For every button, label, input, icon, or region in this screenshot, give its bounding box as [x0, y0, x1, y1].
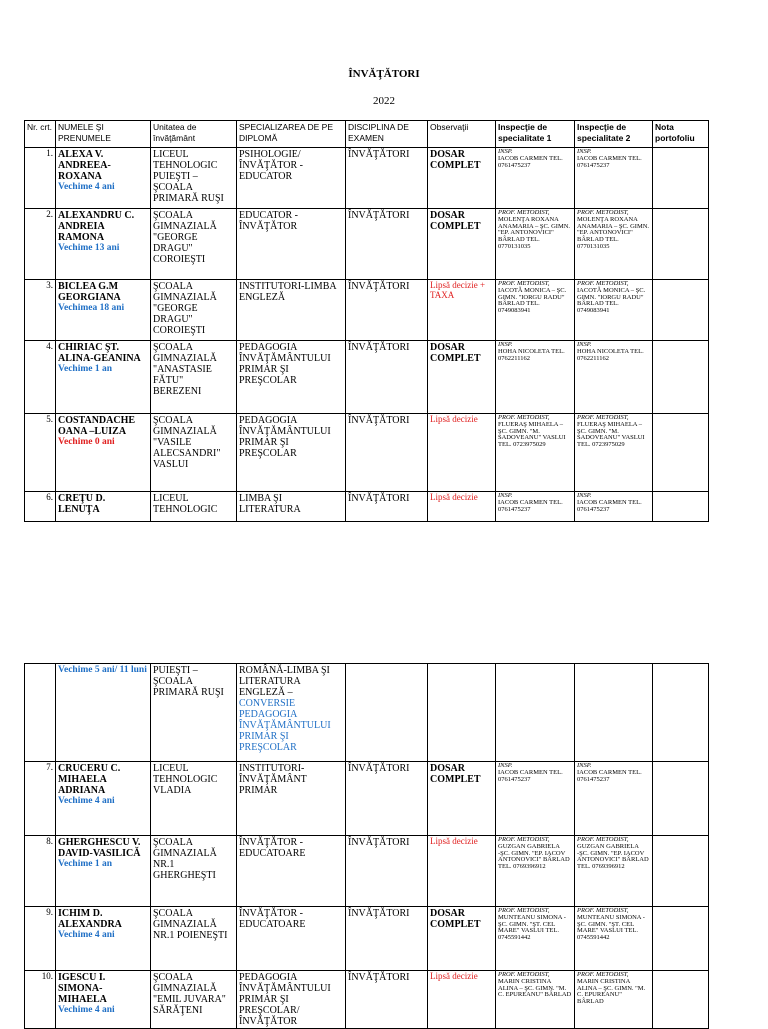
- cell-obs: DOSAR COMPLET: [428, 341, 496, 414]
- cell-disc: [346, 664, 428, 762]
- cell-unit: ŞCOALA GIMNAZIALĂ "EMIL JUVARA" SĂRĂŢENI: [151, 971, 237, 1029]
- table-row-continued: [25, 664, 709, 762]
- header-insp1: Inspecţie de specialitate 1: [496, 121, 575, 148]
- cell-disc: ÎNVĂŢĂTORI: [346, 492, 428, 522]
- insp2-role: INSP.: [577, 148, 592, 155]
- vechime-text: Vechime 5 ani/ 11 luni: [58, 665, 147, 675]
- insp1-text: HOHA NICOLETA TEL. 0762211162: [498, 347, 565, 362]
- vechime-text: Vechime 0 ani: [58, 437, 115, 447]
- candidate-name: ALEXANDRU C. ANDREIA RAMONA: [58, 210, 135, 243]
- candidate-name: ICHIM D. ALEXANDRA: [58, 908, 122, 930]
- cell-obs: Lipsă decizie + TAXA: [428, 280, 496, 341]
- table-row: [25, 209, 709, 280]
- cell-nr: 2.: [25, 209, 56, 280]
- candidate-name: IGESCU I. SIMONA-MIHAELA: [58, 972, 107, 1005]
- insp1-role: PROF. METODIST,: [498, 836, 550, 843]
- cell-nr: 8.: [25, 836, 56, 907]
- cell-insp1: [496, 148, 575, 209]
- table-row: [25, 762, 709, 836]
- cell-disc: ÎNVĂŢĂTORI: [346, 762, 428, 836]
- cell-insp1: [496, 664, 575, 762]
- insp1-role: INSP.: [498, 762, 513, 769]
- insp2-role: INSP.: [577, 341, 592, 348]
- cell-unit: ŞCOALA GIMNAZIALĂ "ANASTASIE FĂTU" BEREZENI: [151, 341, 237, 414]
- cell-insp2: [575, 148, 653, 209]
- cell-insp2: [575, 907, 653, 971]
- cell-name: [56, 762, 151, 836]
- cell-disc: ÎNVĂŢĂTORI: [346, 280, 428, 341]
- insp1-role: PROF. METODIST,: [498, 280, 550, 287]
- cell-obs: Lipsă decizie: [428, 971, 496, 1029]
- cell-nota: [653, 280, 709, 341]
- cell-obs: Lipsă decizie: [428, 492, 496, 522]
- cell-spec: PEDAGOGIA ÎNVĂŢĂMÂNTULUI PRIMAR ŞI PREŞCOLAR: [237, 414, 346, 492]
- cell-nr: 1.: [25, 148, 56, 209]
- cell-insp2: [575, 492, 653, 522]
- cell-unit: ŞCOALA GIMNAZIALĂ "GEORGE DRAGU" COROIEŞTI: [151, 209, 237, 280]
- cell-name: [56, 664, 151, 762]
- cell-nr: [25, 664, 56, 762]
- cell-insp1: [496, 209, 575, 280]
- header-spec: SPECIALIZAREA DE PE DIPLOMĂ: [237, 121, 346, 148]
- cell-nr: 7.: [25, 762, 56, 836]
- cell-insp1: [496, 414, 575, 492]
- cell-insp1: [496, 971, 575, 1029]
- insp1-role: PROF. METODIST,: [498, 209, 550, 216]
- cell-nr: 4.: [25, 341, 56, 414]
- insp2-role: PROF. METODIST,: [577, 280, 629, 287]
- cell-unit: ŞCOALA GIMNAZIALĂ NR.1 GHERGHEŞTI: [151, 836, 237, 907]
- header-disc: DISCIPLINA DE EXAMEN: [346, 121, 428, 148]
- insp2-role: PROF. METODIST,: [577, 907, 629, 914]
- cell-name: [56, 907, 151, 971]
- insp2-role: INSP.: [577, 492, 592, 499]
- insp2-role: PROF. METODIST,: [577, 414, 629, 421]
- insp1-text: IACOB CARMEN TEL. 0761475237: [498, 154, 563, 169]
- vechime-text: Vechime 4 ani: [58, 1005, 115, 1015]
- cell-insp1: [496, 280, 575, 341]
- cell-name: [56, 414, 151, 492]
- insp2-role: INSP.: [577, 762, 592, 769]
- cell-name: [56, 209, 151, 280]
- cell-insp1: [496, 836, 575, 907]
- cell-insp1: [496, 907, 575, 971]
- header-nota: Nota portofoliu: [653, 121, 709, 148]
- cell-unit: ŞCOALA GIMNAZIALĂ "GEORGE DRAGU" COROIEŞTI: [151, 280, 237, 341]
- insp1-text: FLUERAŞ MIHAELA – ŞC. GIMN. "M. SADOVEANU" VASLUI TEL. 0723975029: [498, 420, 566, 449]
- insp2-role: PROF. METODIST,: [577, 971, 629, 978]
- cell-unit: PUIEŞTI – ŞCOALA PRIMARĂ RUŞI: [151, 664, 237, 762]
- vechime-text: Vechime 1 an: [58, 364, 113, 374]
- cell-insp2: [575, 836, 653, 907]
- cell-unit: LICEUL TEHNOLOGIC: [151, 492, 237, 522]
- table-row: [25, 280, 709, 341]
- candidates-table-page-1: [24, 120, 709, 522]
- header-insp2: Inspecţie de specialitate 2: [575, 121, 653, 148]
- insp1-text: MOLENŢA ROXANA ANAMARIA – ŞC. GIMN. "EP. ANTONOVICI" BÂRLAD TEL. 0770131035: [498, 215, 571, 251]
- cell-nr: 5.: [25, 414, 56, 492]
- insp2-text: GUZGAN GABRIELA -ŞC. GIMN. "EP. IACOV ANTONOVICI" BÂRLAD TEL. 0769396912: [577, 842, 649, 871]
- cell-spec: INSTITUTORI-LIMBA ENGLEZĂ: [237, 280, 346, 341]
- insp2-role: PROF. METODIST,: [577, 209, 629, 216]
- cell-nota: [653, 836, 709, 907]
- cell-nota: [653, 148, 709, 209]
- insp2-text: FLUERAŞ MIHAELA – ŞC. GIMN. "M. SADOVEANU" VASLUI TEL. 0723975029: [577, 420, 645, 449]
- insp2-text: IACOB CARMEN TEL. 0761475237: [577, 498, 642, 513]
- cell-insp2: [575, 664, 653, 762]
- table-row: [25, 971, 709, 1029]
- cell-nota: [653, 209, 709, 280]
- cell-insp2: [575, 762, 653, 836]
- insp1-role: PROF. METODIST,: [498, 907, 550, 914]
- insp2-text: MUNTEANU SIMONA - ŞC. GIMN. "ŞT. CEL MARE" VASLUI TEL. 0745591442: [577, 913, 645, 942]
- candidate-name: BICLEA G.M GEORGIANA: [58, 281, 121, 303]
- cell-disc: ÎNVĂŢĂTORI: [346, 341, 428, 414]
- candidate-name: COSTANDACHE OANA –LUIZA: [58, 415, 136, 437]
- cell-spec: PSIHOLOGIE/ ÎNVĂŢĂTOR - EDUCATOR: [237, 148, 346, 209]
- cell-insp1: [496, 341, 575, 414]
- table-row: [25, 341, 709, 414]
- insp1-role: PROF. METODIST,: [498, 414, 550, 421]
- vechime-text: Vechime 13 ani: [58, 243, 120, 253]
- cell-obs: DOSAR COMPLET: [428, 762, 496, 836]
- insp1-text: IACOTĂ MONICA – ŞC. GIMN. "IORGU RADU" BÂRLAD TEL. 0749083941: [498, 286, 567, 315]
- insp1-text: GUZGAN GABRIELA -ŞC. GIMN. "EP. IACOV ANTONOVICI" BÂRLAD TEL. 0769396912: [498, 842, 570, 871]
- cell-spec: ÎNVĂŢĂTOR - EDUCATOARE: [237, 836, 346, 907]
- cell-nota: [653, 971, 709, 1029]
- cell-unit: LICEUL TEHNOLOGIC PUIEŞTI – ŞCOALA PRIMARĂ RUŞI: [151, 148, 237, 209]
- insp1-text: IACOB CARMEN TEL. 0761475237: [498, 768, 563, 783]
- header-obs: Observaţii: [428, 121, 496, 148]
- insp1-text: MUNTEANU SIMONA - ŞC. GIMN. "ŞT. CEL MARE" VASLUI TEL. 0745591442: [498, 913, 566, 942]
- cell-obs: Lipsă decizie: [428, 414, 496, 492]
- page-title: ÎNVĂŢĂTORI: [348, 68, 420, 80]
- header-nr: Nr. crt.: [25, 121, 56, 148]
- cell-unit: ŞCOALA GIMNAZIALĂ NR.1 POIENEŞTI: [151, 907, 237, 971]
- page-year: 2022: [373, 95, 395, 107]
- cell-unit: ŞCOALA GIMNAZIALĂ "VASILE ALECSANDRI" VASLUI: [151, 414, 237, 492]
- table-row: [25, 836, 709, 907]
- insp2-role: PROF. METODIST,: [577, 836, 629, 843]
- cell-obs: [428, 664, 496, 762]
- vechime-text: Vechime 4 ani: [58, 182, 115, 192]
- cell-insp2: [575, 341, 653, 414]
- cell-obs: DOSAR COMPLET: [428, 209, 496, 280]
- cell-insp2: [575, 209, 653, 280]
- insp2-text: MOLENŢA ROXANA ANAMARIA – ŞC. GIMN. "EP. ANTONOVICI" BÂRLAD TEL. 0770131035: [577, 215, 650, 251]
- vechime-text: Vechime 4 ani: [58, 930, 115, 940]
- cell-spec: [237, 664, 346, 762]
- cell-disc: ÎNVĂŢĂTORI: [346, 148, 428, 209]
- vechime-text: Vechime 4 ani: [58, 796, 115, 806]
- cell-spec: PEDAGOGIA ÎNVĂŢĂMÂNTULUI PRIMAR ŞI PREŞCOLAR: [237, 341, 346, 414]
- cell-name: [56, 492, 151, 522]
- cell-nr: 3.: [25, 280, 56, 341]
- cell-obs: DOSAR COMPLET: [428, 907, 496, 971]
- insp1-role: INSP.: [498, 341, 513, 348]
- candidate-name: CRUCERU C. MIHAELA ADRIANA: [58, 763, 121, 796]
- cell-name: [56, 341, 151, 414]
- cell-insp1: [496, 762, 575, 836]
- insp1-text: IACOB CARMEN TEL. 0761475237: [498, 498, 563, 513]
- cell-name: [56, 836, 151, 907]
- cell-nr: 10.: [25, 971, 56, 1029]
- cell-disc: ÎNVĂŢĂTORI: [346, 209, 428, 280]
- cell-nota: [653, 492, 709, 522]
- vechime-text: Vechime 1 an: [58, 859, 113, 869]
- cell-disc: ÎNVĂŢĂTORI: [346, 907, 428, 971]
- header-name: NUMELE ŞI PRENUMELE: [56, 121, 151, 148]
- cell-nr: 9.: [25, 907, 56, 971]
- insp2-text: IACOTĂ MONICA – ŞC. GIMN. "IORGU RADU" BÂRLAD TEL. 0749083941: [577, 286, 646, 315]
- table-row: [25, 907, 709, 971]
- candidate-name: ALEXA V. ANDREEA-ROXANA: [58, 149, 111, 182]
- cell-disc: ÎNVĂŢĂTORI: [346, 414, 428, 492]
- vechime-text: Vechimea 18 ani: [58, 303, 125, 313]
- candidate-name: CREŢU D. LENUŢA: [58, 493, 106, 515]
- cell-insp2: [575, 414, 653, 492]
- cell-spec: INSTITUTORI-ÎNVĂŢĂMÂNT PRIMAR: [237, 762, 346, 836]
- cell-spec: PEDAGOGIA ÎNVĂŢĂMÂNTULUI PRIMAR ŞI PREŞCOLAR/ ÎNVĂŢĂTOR: [237, 971, 346, 1029]
- cell-disc: ÎNVĂŢĂTORI: [346, 836, 428, 907]
- spec-conversion-text: CONVERSIE PEDAGOGIA ÎNVĂŢĂMÂNTULUI PRIMAR ŞI PREŞCOLAR: [239, 698, 331, 753]
- cell-nota: [653, 414, 709, 492]
- cell-name: [56, 148, 151, 209]
- cell-insp2: [575, 971, 653, 1029]
- cell-disc: ÎNVĂŢĂTORI: [346, 971, 428, 1029]
- table-row: [25, 414, 709, 492]
- cell-nr: 6.: [25, 492, 56, 522]
- cell-insp2: [575, 280, 653, 341]
- cell-spec: ÎNVĂŢĂTOR - EDUCATOARE: [237, 907, 346, 971]
- insp1-role: INSP.: [498, 492, 513, 499]
- insp2-text: MARIN CRISTINA ALINA – ŞC. GIMN. "M. C. EPUREANU" BÂRLAD: [577, 977, 646, 1006]
- cell-obs: Lipsă decizie: [428, 836, 496, 907]
- cell-nota: [653, 664, 709, 762]
- insp1-role: INSP.: [498, 148, 513, 155]
- spec-text: ROMÂNĂ-LIMBA ŞI LITERATURA ENGLEZĂ –: [239, 665, 330, 698]
- cell-nota: [653, 907, 709, 971]
- cell-obs: DOSAR COMPLET: [428, 148, 496, 209]
- cell-unit: LICEUL TEHNOLOGIC VLADIA: [151, 762, 237, 836]
- insp1-text: MARIN CRISTINA ALINA – ŞC. GIMN. "M. C. EPUREANU" BÂRLAD: [498, 977, 572, 999]
- insp2-text: HOHA NICOLETA TEL. 0762211162: [577, 347, 644, 362]
- table-row: [25, 148, 709, 209]
- insp2-text: IACOB CARMEN TEL. 0761475237: [577, 768, 642, 783]
- candidate-name: CHIRIAC ŞT. ALINA-GEANINA: [58, 342, 141, 364]
- cell-insp1: [496, 492, 575, 522]
- cell-nota: [653, 762, 709, 836]
- cell-name: [56, 280, 151, 341]
- candidate-name: GHERGHESCU V. DAVID-VASILICĂ: [58, 837, 141, 859]
- header-unit: Unitatea de învăţământ: [151, 121, 237, 148]
- candidates-table-page-2: [24, 663, 709, 1029]
- cell-spec: LIMBA ŞI LITERATURA: [237, 492, 346, 522]
- cell-name: [56, 971, 151, 1029]
- insp2-text: IACOB CARMEN TEL. 0761475237: [577, 154, 642, 169]
- insp1-role: PROF. METODIST,: [498, 971, 550, 978]
- cell-spec: EDUCATOR - ÎNVĂŢĂTOR: [237, 209, 346, 280]
- cell-nota: [653, 341, 709, 414]
- table-row: [25, 492, 709, 522]
